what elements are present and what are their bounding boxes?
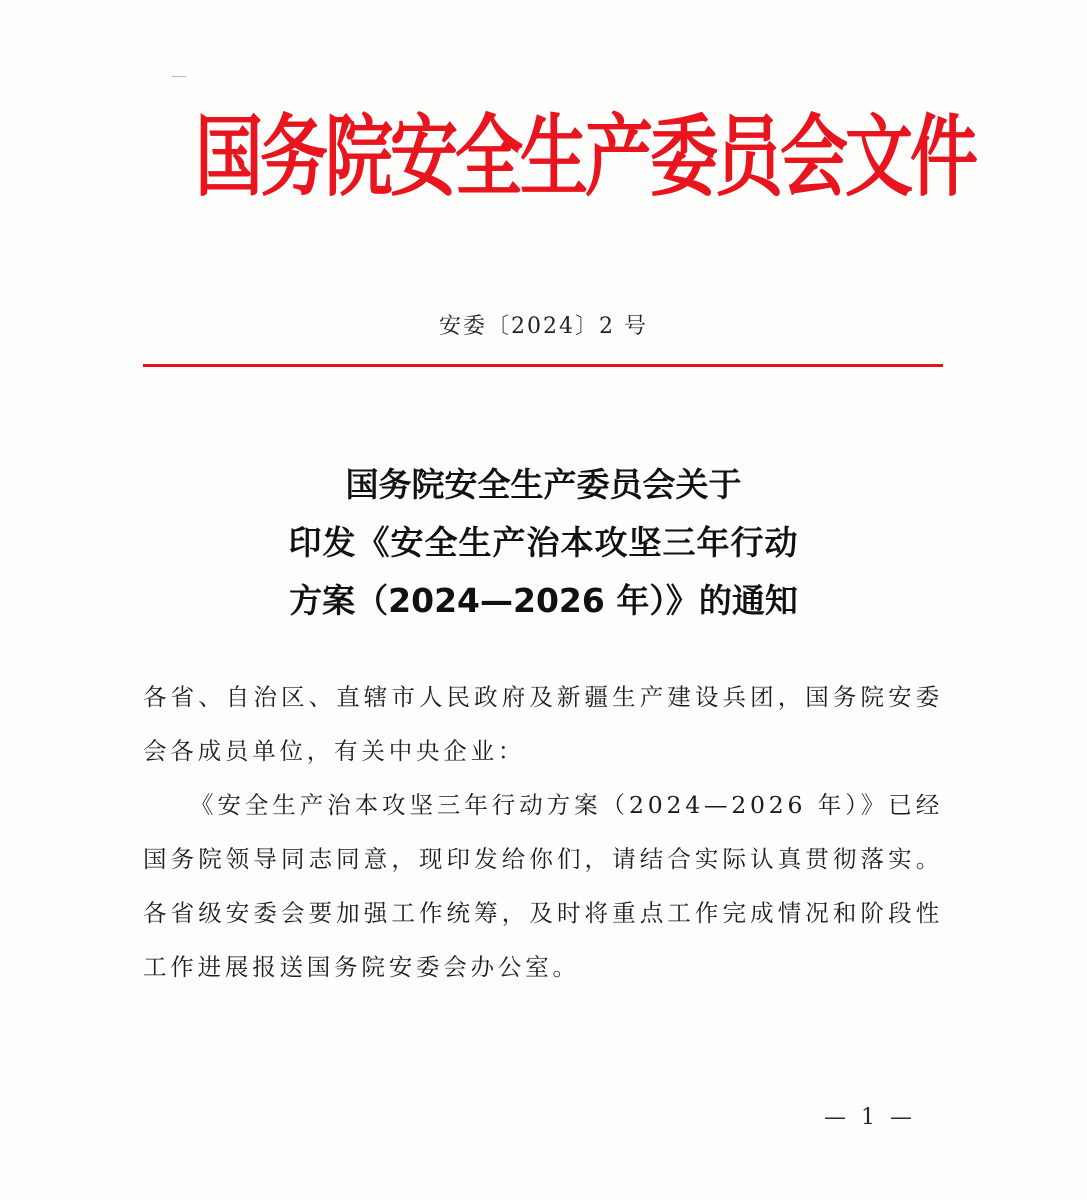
notice-title [0,456,1087,630]
title-line-3: 方案（2024—2026 年）》的通知 [289,581,798,620]
scan-mark [172,76,186,77]
addressee-paragraph: 各省、自治区、直辖市人民政府及新疆生产建设兵团，国务院安委会各成员单位，有关中央企业： [143,683,943,765]
issuer-header: 国务院安全生产委员会文件 [195,107,976,210]
title-line-2: 印发《安全生产治本攻坚三年行动 [288,523,799,562]
body-paragraph: 《安全生产治本攻坚三年行动方案（2024—2026 年）》已经国务院领导同志同意，现印发给你们，请结合实际认真贯彻落实。各省级安委会要加强工作统筹，及时将重点工作完成情况和阶段性工作进展报送国务院安委会办公室。 [143,791,943,981]
red-divider [143,364,943,367]
page-number: — 1 — [824,1105,916,1130]
document-number: 安委〔2024〕2 号 [439,314,648,339]
notice-body [143,670,943,994]
title-line-1: 国务院安全生产委员会关于 [345,465,742,504]
